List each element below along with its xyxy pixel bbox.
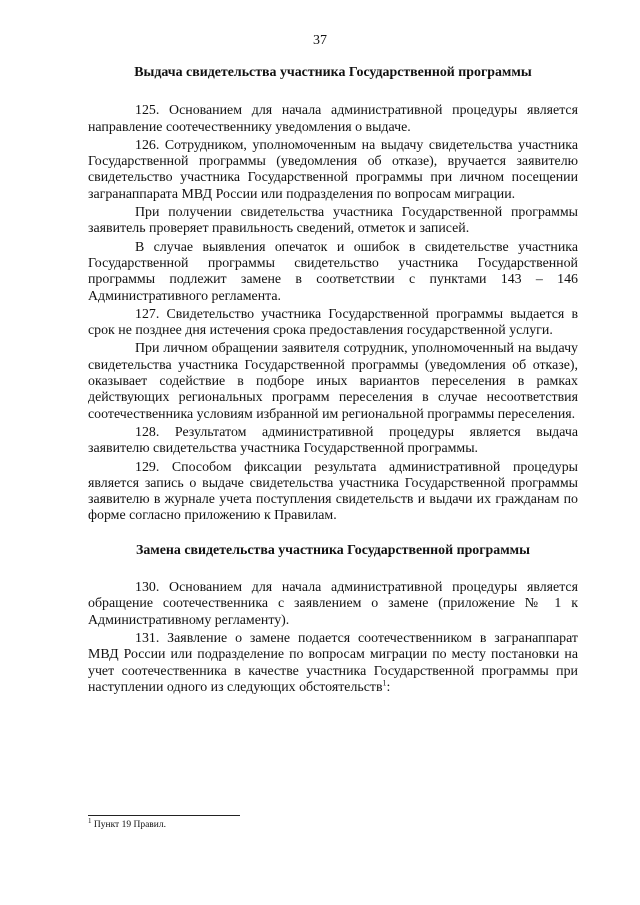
paragraph-126: 126. Сотрудником, уполномоченным на выдачу свидетельства участника Государственной программы (уведомления об отказе), вручается заявителю свидетельство участника Государственной программы при личном посещении загранаппарата МВД России или подразделения по вопросам миграции. xyxy=(88,137,578,202)
paragraph-126-errors: В случае выявления опечаток и ошибок в свидетельстве участника Государственной программы свидетельство участника Государственной программы подлежит замене в соответствии с пунктами 143 – 146 Административного регламента. xyxy=(88,239,578,304)
paragraph-130: 130. Основанием для начала административной процедуры является обращение соотечественника с заявлением о замене (приложение № 1 к Административному регламенту). xyxy=(88,580,578,628)
footnote-divider xyxy=(88,815,240,816)
paragraph-125: 125. Основанием для начала административной процедуры является направление соотечественнику уведомления о выдаче. xyxy=(88,103,578,135)
footnote-text: Пункт 19 Правил. xyxy=(93,820,166,830)
footnote xyxy=(88,816,166,830)
paragraph-129: 129. Способом фиксации результата административной процедуры является запись о выдаче свидетельства участника Государственной программы заявителю в журнале учета поступления свидетельств и выдачи их гражданам по форме согласно приложению к Правилам. xyxy=(88,459,578,524)
paragraph-131-text: 131. Заявление о замене подается соотечественником в загранаппарат МВД России или подразделение по вопросам миграции по месту постановки на учет соотечественника в качестве участника Государственной программы при наступлении одного из следующих обстоятельств xyxy=(88,630,578,695)
paragraph-126-verification: При получении свидетельства участника Государственной программы заявитель проверяет правильность сведений, отметок и записей. xyxy=(88,205,578,237)
footnote-reference[interactable]: 1 xyxy=(382,678,387,688)
footnote-marker: 1 xyxy=(88,816,92,825)
page-content xyxy=(88,62,578,698)
paragraph-127: 127. Свидетельство участника Государственной программы выдается в срок не позднее дня истечения срока предоставления государственной услуги. xyxy=(88,306,578,339)
paragraph-127-assistance: При личном обращении заявителя сотрудник, уполномоченный на выдачу свидетельства участника Государственной программы (уведомления об отказе), оказывает содействие в подборе иных вариантов переселения в рамках действующих региональных программ переселения в случае несоответствия соотечественника условиям избранной им региональной программы переселения. xyxy=(88,341,578,422)
page-number: 37 xyxy=(313,33,327,48)
paragraph-131 xyxy=(88,631,578,696)
paragraph-131-suffix: : xyxy=(386,679,391,695)
section-heading-issuance: Выдача свидетельства участника Государственной программы xyxy=(134,65,532,80)
paragraph-128: 128. Результатом административной процедуры является выдача заявителю свидетельства участника Государственной программы. xyxy=(88,424,578,457)
section-heading-replacement: Замена свидетельства участника Государственной программы xyxy=(136,542,530,558)
